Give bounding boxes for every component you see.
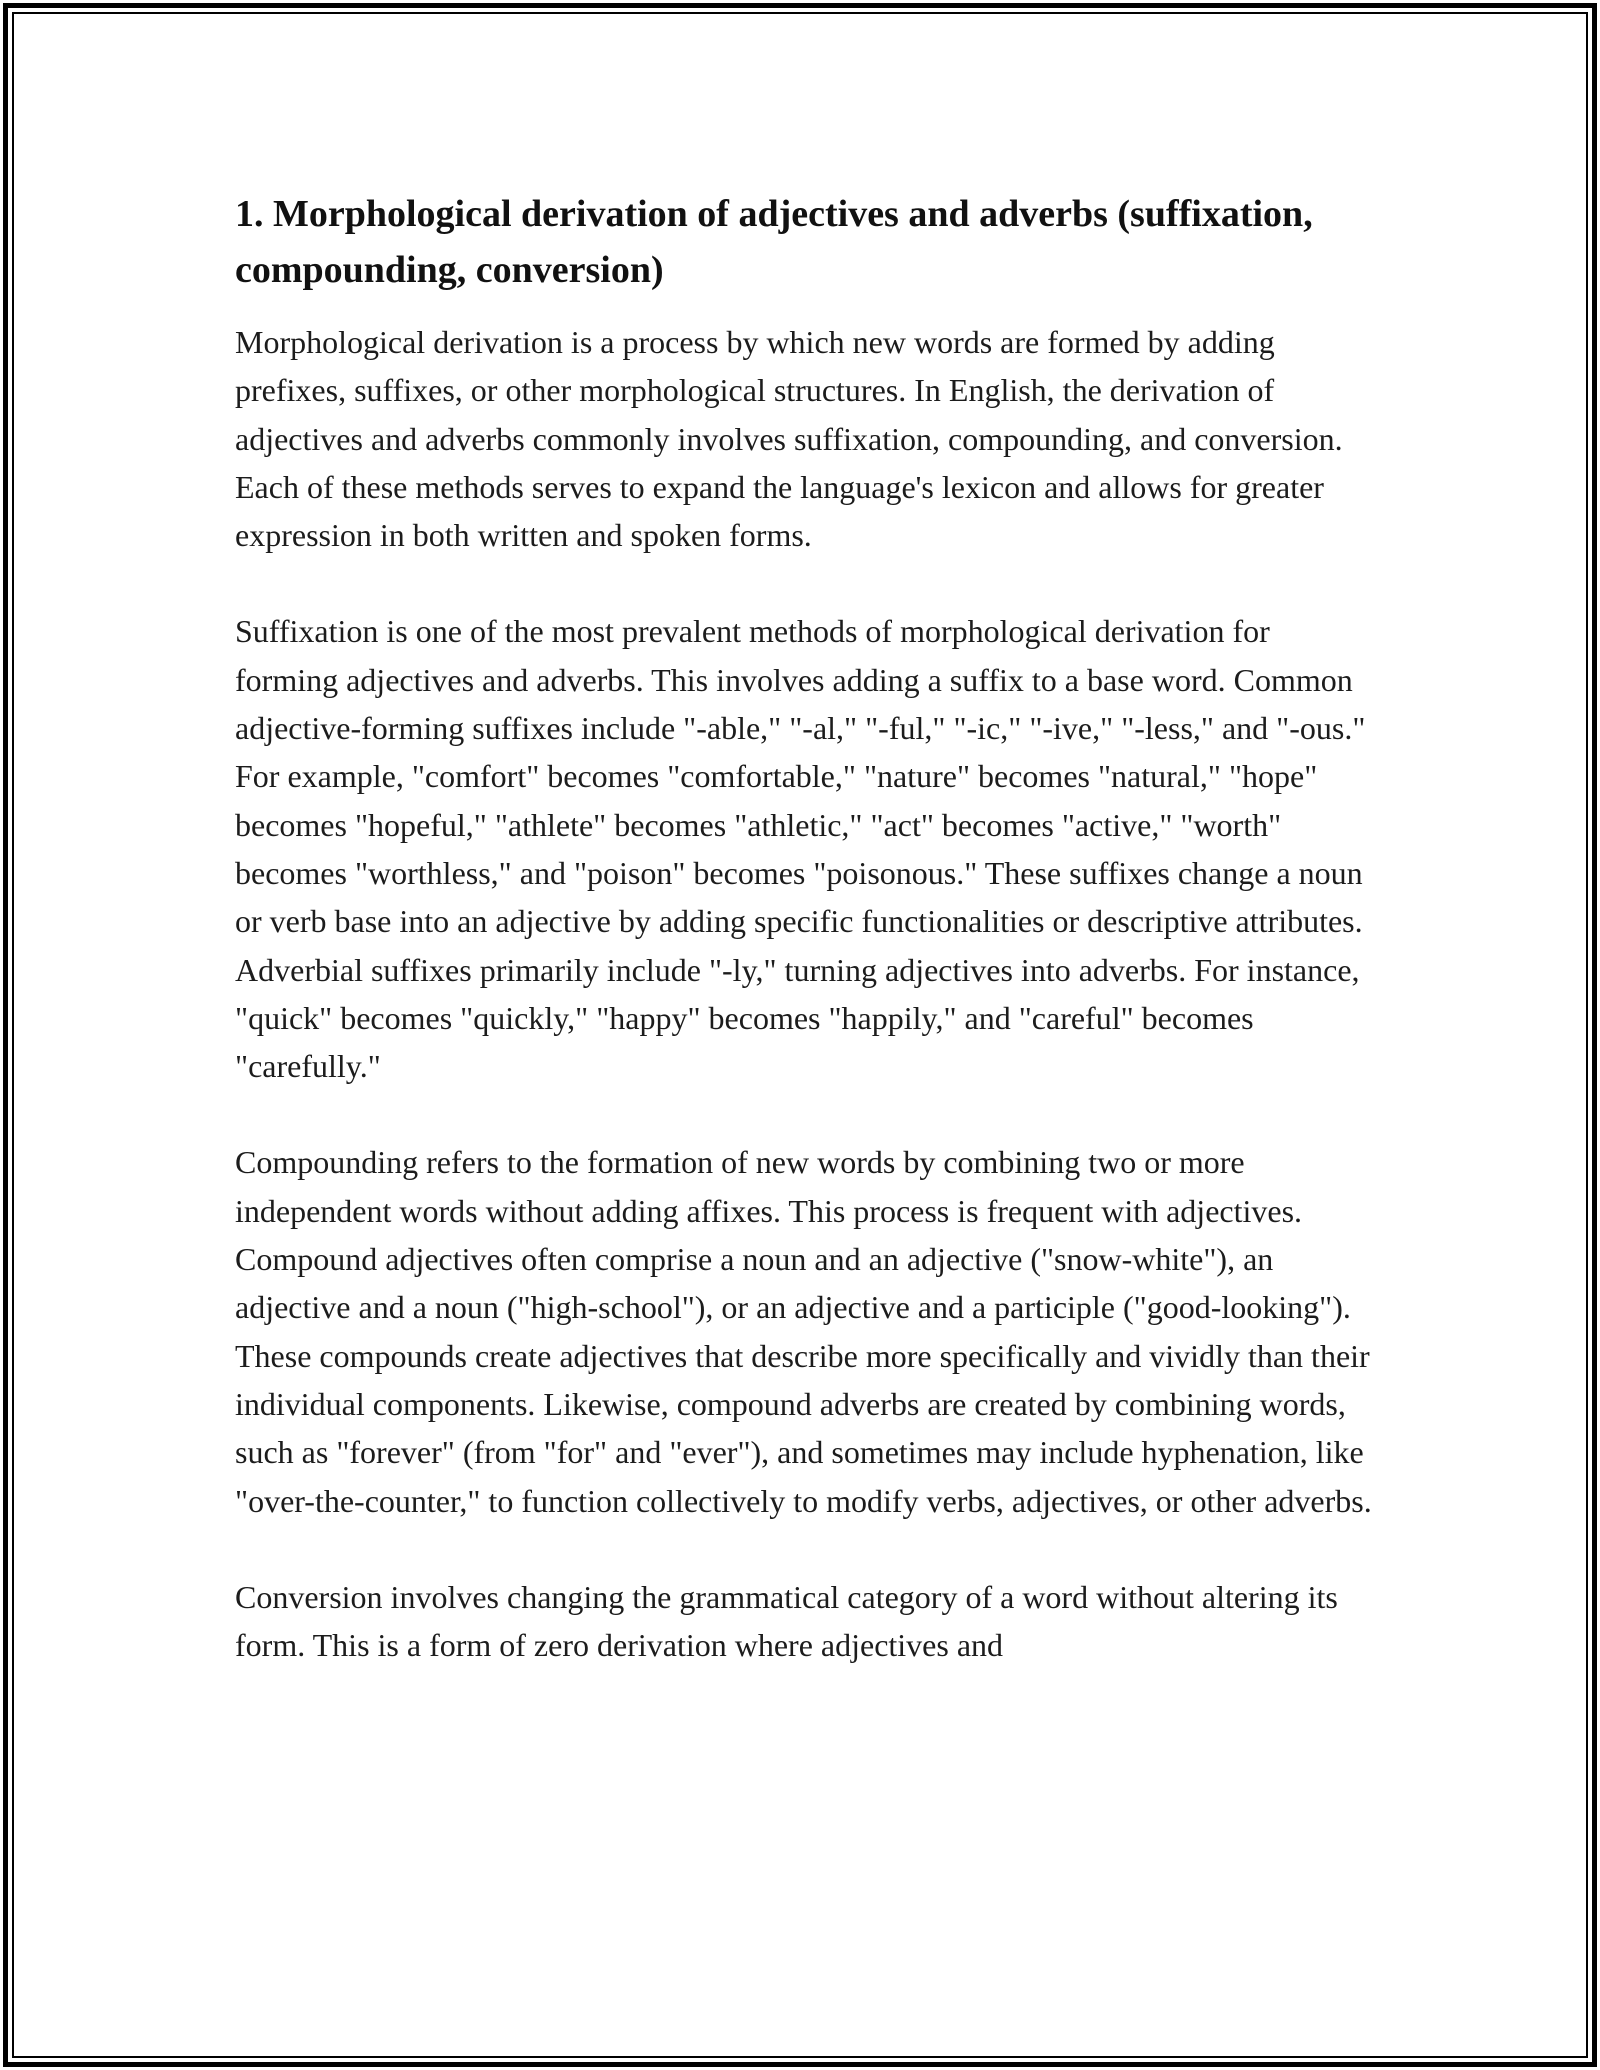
paragraph-compounding: Compounding refers to the formation of new words by combining two or more independent words without adding affixes. This process is frequent with adjectives. Compound adjectives often comprise a noun and an adjective ("snow-white"), an adjective and a noun ("high-school"), or an adjective and a participle ("good-looking"). These compounds create adjectives that describe more specifically and vividly than their individual components. Likewise, compound adverbs are created by combining words, such as "forever" (from "for" and "ever"), and sometimes may include hyphenation, like "over-the-counter," to function collectively to modify verbs, adjectives, or other adverbs. <box>235 1144 1372 1519</box>
paragraph-intro: Morphological derivation is a process by which new words are formed by adding prefixes, suffixes, or other morphological structures. In English, the derivation of adjectives and adverbs commonly involves suffixation, compounding, and conversion. Each of these methods serves to expand the language's lexicon and allows for greater expression in both written and spoken forms. <box>235 324 1343 554</box>
section-heading: 1. Morphological derivation of adjectives and adverbs (suffixation, compounding, conversion) <box>235 193 1313 291</box>
paragraph-suffixation: Suffixation is one of the most prevalent methods of morphological derivation for forming adjectives and adverbs. This involves adding a suffix to a base word. Common adjective-forming suffixes include "-able," "-al," "-ful," "-ic," "-ive," "-less," and "-ous." For example, "comfort" becomes "comfortable," "nature" becomes "natural," "hope" becomes "hopeful," "athlete" becomes "athletic," "act" becomes "active," "worth" becomes "worthless," and "poison" becomes "poisonous." These suffixes change a noun or verb base into an adjective by adding specific functionalities or descriptive attributes. Adverbial suffixes primarily include "-ly," turning adjectives into adverbs. For instance, "quick" becomes "quickly," "happy" becomes "happily," and "careful" becomes "carefully." <box>235 613 1366 1085</box>
paragraph-conversion: Conversion involves changing the grammatical category of a word without altering its form. This is a form of zero derivation where adjectives and <box>235 1578 1338 1664</box>
document-body <box>235 186 1380 1717</box>
